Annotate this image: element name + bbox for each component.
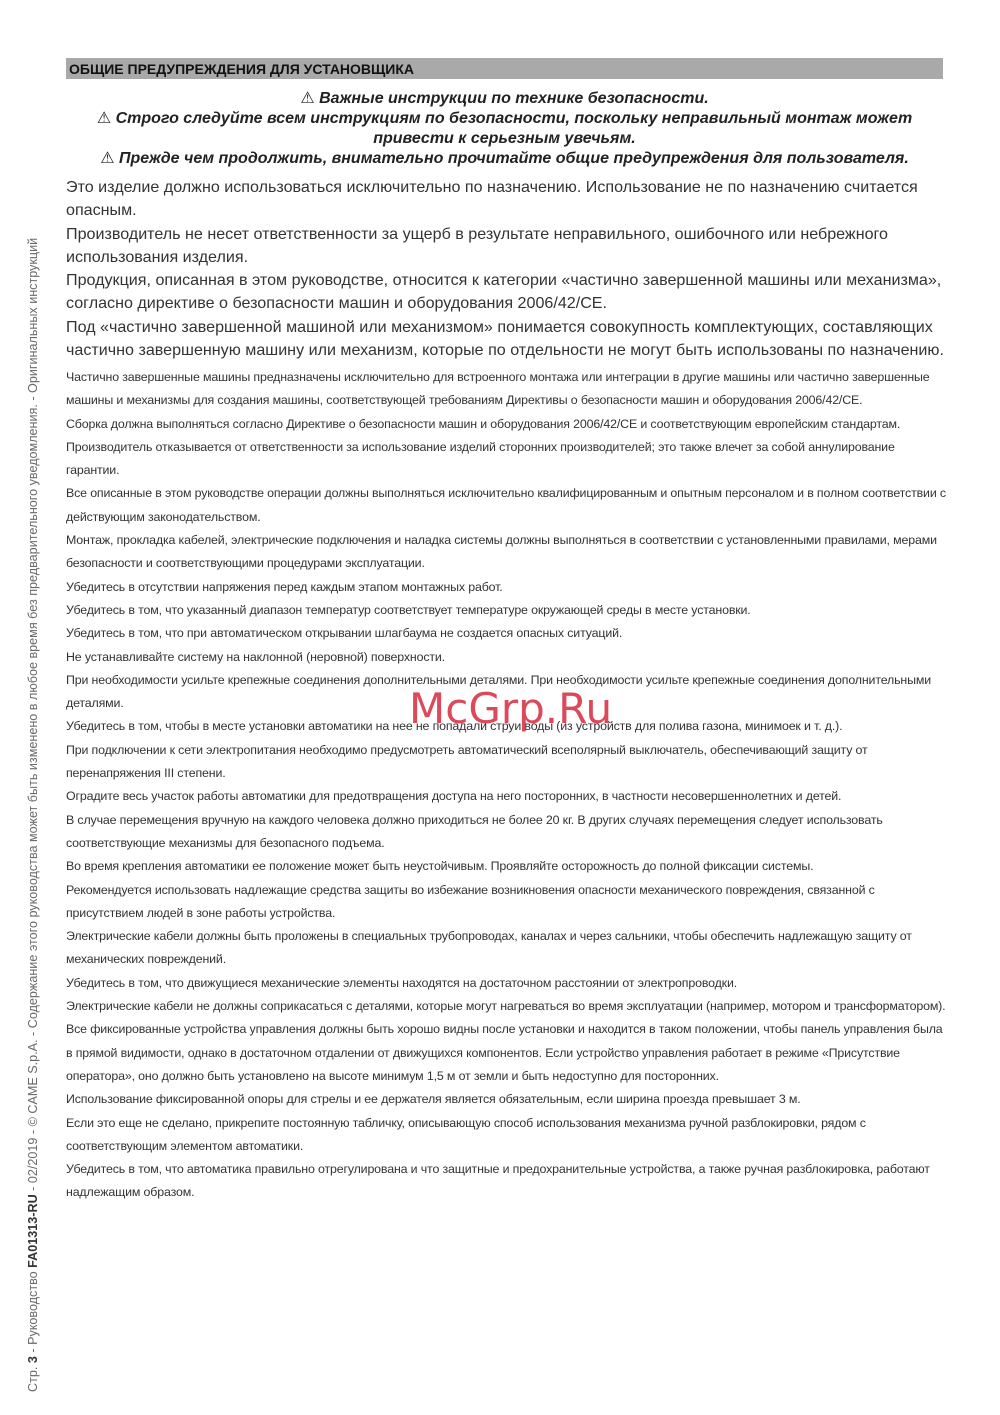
paragraph: Во время крепления автоматики ее положение может быть неустойчивым. Проявляйте осторожность до полной фиксации системы. <box>66 859 814 874</box>
section-header: ОБЩИЕ ПРЕДУПРЕЖДЕНИЯ ДЛЯ УСТАНОВЩИКА <box>66 58 943 79</box>
paragraph: Убедитесь в отсутствии напряжения перед каждым этапом монтажных работ. <box>66 579 503 594</box>
warning-line <box>66 149 943 169</box>
paragraph: В случае перемещения вручную на каждого человека должно приходиться не более 20 кг. В других случаях перемещения следует использовать соответствующие механизмы для безопасного подъема. <box>66 812 883 850</box>
paragraph: Электрические кабели должны быть проложены в специальных трубопроводах, каналах и через сальники, чтобы обеспечить надлежащую защиту от механических повреждений. <box>66 929 912 967</box>
copyright-note: - 02/2019 - © CAME S.p.A. - Содержание этого руководства может быть изменено в любое время без предварительного уведомления. - Оригинальных инструкций <box>26 237 40 1191</box>
page-label: Стр. <box>26 1366 40 1392</box>
doc-code: FA01313-RU <box>26 1194 40 1268</box>
warning-line <box>66 109 943 149</box>
manual-label: - Руководство <box>26 1271 40 1353</box>
paragraph: Если это еще не сделано, прикрепите постоянную табличку, описывающую способ использования механизма ручной разблокировки, рядом с соответствующим элементом автоматики. <box>66 1115 866 1153</box>
paragraph: Не устанавливайте систему на наклонной (неровной) поверхности. <box>66 649 445 664</box>
paragraph: Использование фиксированной опоры для стрелы и ее держателя является обязательным, если ширина проезда превышает 3 м. <box>66 1092 801 1107</box>
paragraph: Оградите весь участок работы автоматики для предотвращения доступа на него посторонних, в частности несовершеннолетних и детей. <box>66 789 842 804</box>
paragraph: Все описанные в этом руководстве операции должны выполняться исключительно квалифицированным и опытным персоналом и в полном соответствии с действующим законодательством. <box>66 486 946 524</box>
page-number: 3 <box>26 1356 40 1364</box>
paragraph: Сборка должна выполняться согласно Директиве о безопасности машин и оборудования 2006/42/CE и соответствующим европейским стандартам. <box>66 416 901 431</box>
paragraph: Убедитесь в том, что автоматика правильно отрегулирована и что защитные и предохранительные устройства, а также ручная разблокировка, работают надлежащим образом. <box>66 1162 930 1200</box>
watermark: McGrp.Ru <box>409 684 613 733</box>
side-page-footer <box>26 238 40 1392</box>
warning-line <box>66 89 943 109</box>
paragraph: Производитель отказывается от ответственности за использование изделий сторонних производителей; это также влечет за собой аннулирование гарантии. <box>66 439 895 478</box>
paragraph: Убедитесь в том, что указанный диапазон температур соответствует температуре окружающей среды в месте установки. <box>66 602 751 617</box>
warning-text: Важные инструкции по технике безопасности. <box>319 90 709 107</box>
detail-instructions <box>66 366 946 1205</box>
warning-icon: ⚠ <box>96 110 112 127</box>
warning-text: Строго следуйте всем инструкциям по безопасности, поскольку неправильный монтаж может привести к серьезным увечьям. <box>115 110 913 147</box>
paragraph: При необходимости усильте крепежные соединения дополнительными деталями. При необходимости усильте крепежные соединения дополнительными деталями. <box>66 672 932 711</box>
paragraph: Под «частично завершенной машиной или механизмом» понимается совокупность комплектующих, составляющих частично завершенную машину или механизм, которые по отдельности не могут быть использованы по назначению. <box>66 317 944 360</box>
paragraph: Частично завершенные машины предназначены исключительно для встроенного монтажа или интеграции в другие машины или частично завершенные машины и механизмы для создания машины, соответствующей требованиям Директивы о безопасности машин и оборудования 2006/42/CE. <box>66 370 930 408</box>
paragraph: Производитель не несет ответственности за ущерб в результате неправильного, ошибочного или небрежного использования изделия. <box>66 224 889 266</box>
paragraph: Монтаж, прокладка кабелей, электрические подключения и наладка системы должны выполняться в соответствии с установленными правилами, мерами безопасности и соответствующими процедурами эксплуатации. <box>66 533 937 571</box>
warning-icon: ⚠ <box>300 90 315 107</box>
warning-text: Прежде чем продолжить, внимательно прочитайте общие предупреждения для пользователя. <box>119 150 909 167</box>
paragraph: Убедитесь в том, чтобы в месте установки автоматики на нее не попадали струи воды (из устройств для полива газона, минимоек и т. д.). <box>66 719 843 734</box>
paragraph: При подключении к сети электропитания необходимо предусмотреть автоматический всеполярный выключатель, обеспечивающий защиту от перенапряжения III степени. <box>66 742 868 781</box>
warning-icon: ⚠ <box>100 150 115 167</box>
safety-warnings <box>66 89 943 169</box>
paragraph: Убедитесь в том, что движущиеся механические элементы находятся на достаточном расстоянии от электропроводки. <box>66 975 738 990</box>
paragraph: Продукция, описанная в этом руководстве, относится к категории «частично завершенной машины или механизма», согласно директиве о безопасности машин и оборудования 2006/42/CE. <box>66 271 942 313</box>
paragraph: Убедитесь в том, что при автоматическом открывании шлагбаума не создается опасных ситуаций. <box>66 626 623 641</box>
paragraph: Все фиксированные устройства управления должны быть хорошо видны после установки и находится в таком положении, чтобы панель управления была в прямой видимости, однако в достаточном отдалении от движущихся компонентов. Если устройство управления работает в режиме «Присутствие оператора», оно должно быть установлено на высоте минимум 1,5 м от земли и быть недоступно для посторонних. <box>66 1022 943 1083</box>
paragraph: Это изделие должно использоваться исключительно по назначению. Использование не по назначению считается опасным. <box>66 178 918 220</box>
intro-text <box>66 176 946 362</box>
paragraph: Электрические кабели не должны соприкасаться с деталями, которые могут нагреваться во время эксплуатации (например, мотором и трансформатором). <box>66 999 946 1014</box>
paragraph: Рекомендуется использовать надлежащие средства защиты во избежание возникновения опасности механического повреждения, связанной с присутствием людей в зоне работы устройства. <box>66 882 875 920</box>
